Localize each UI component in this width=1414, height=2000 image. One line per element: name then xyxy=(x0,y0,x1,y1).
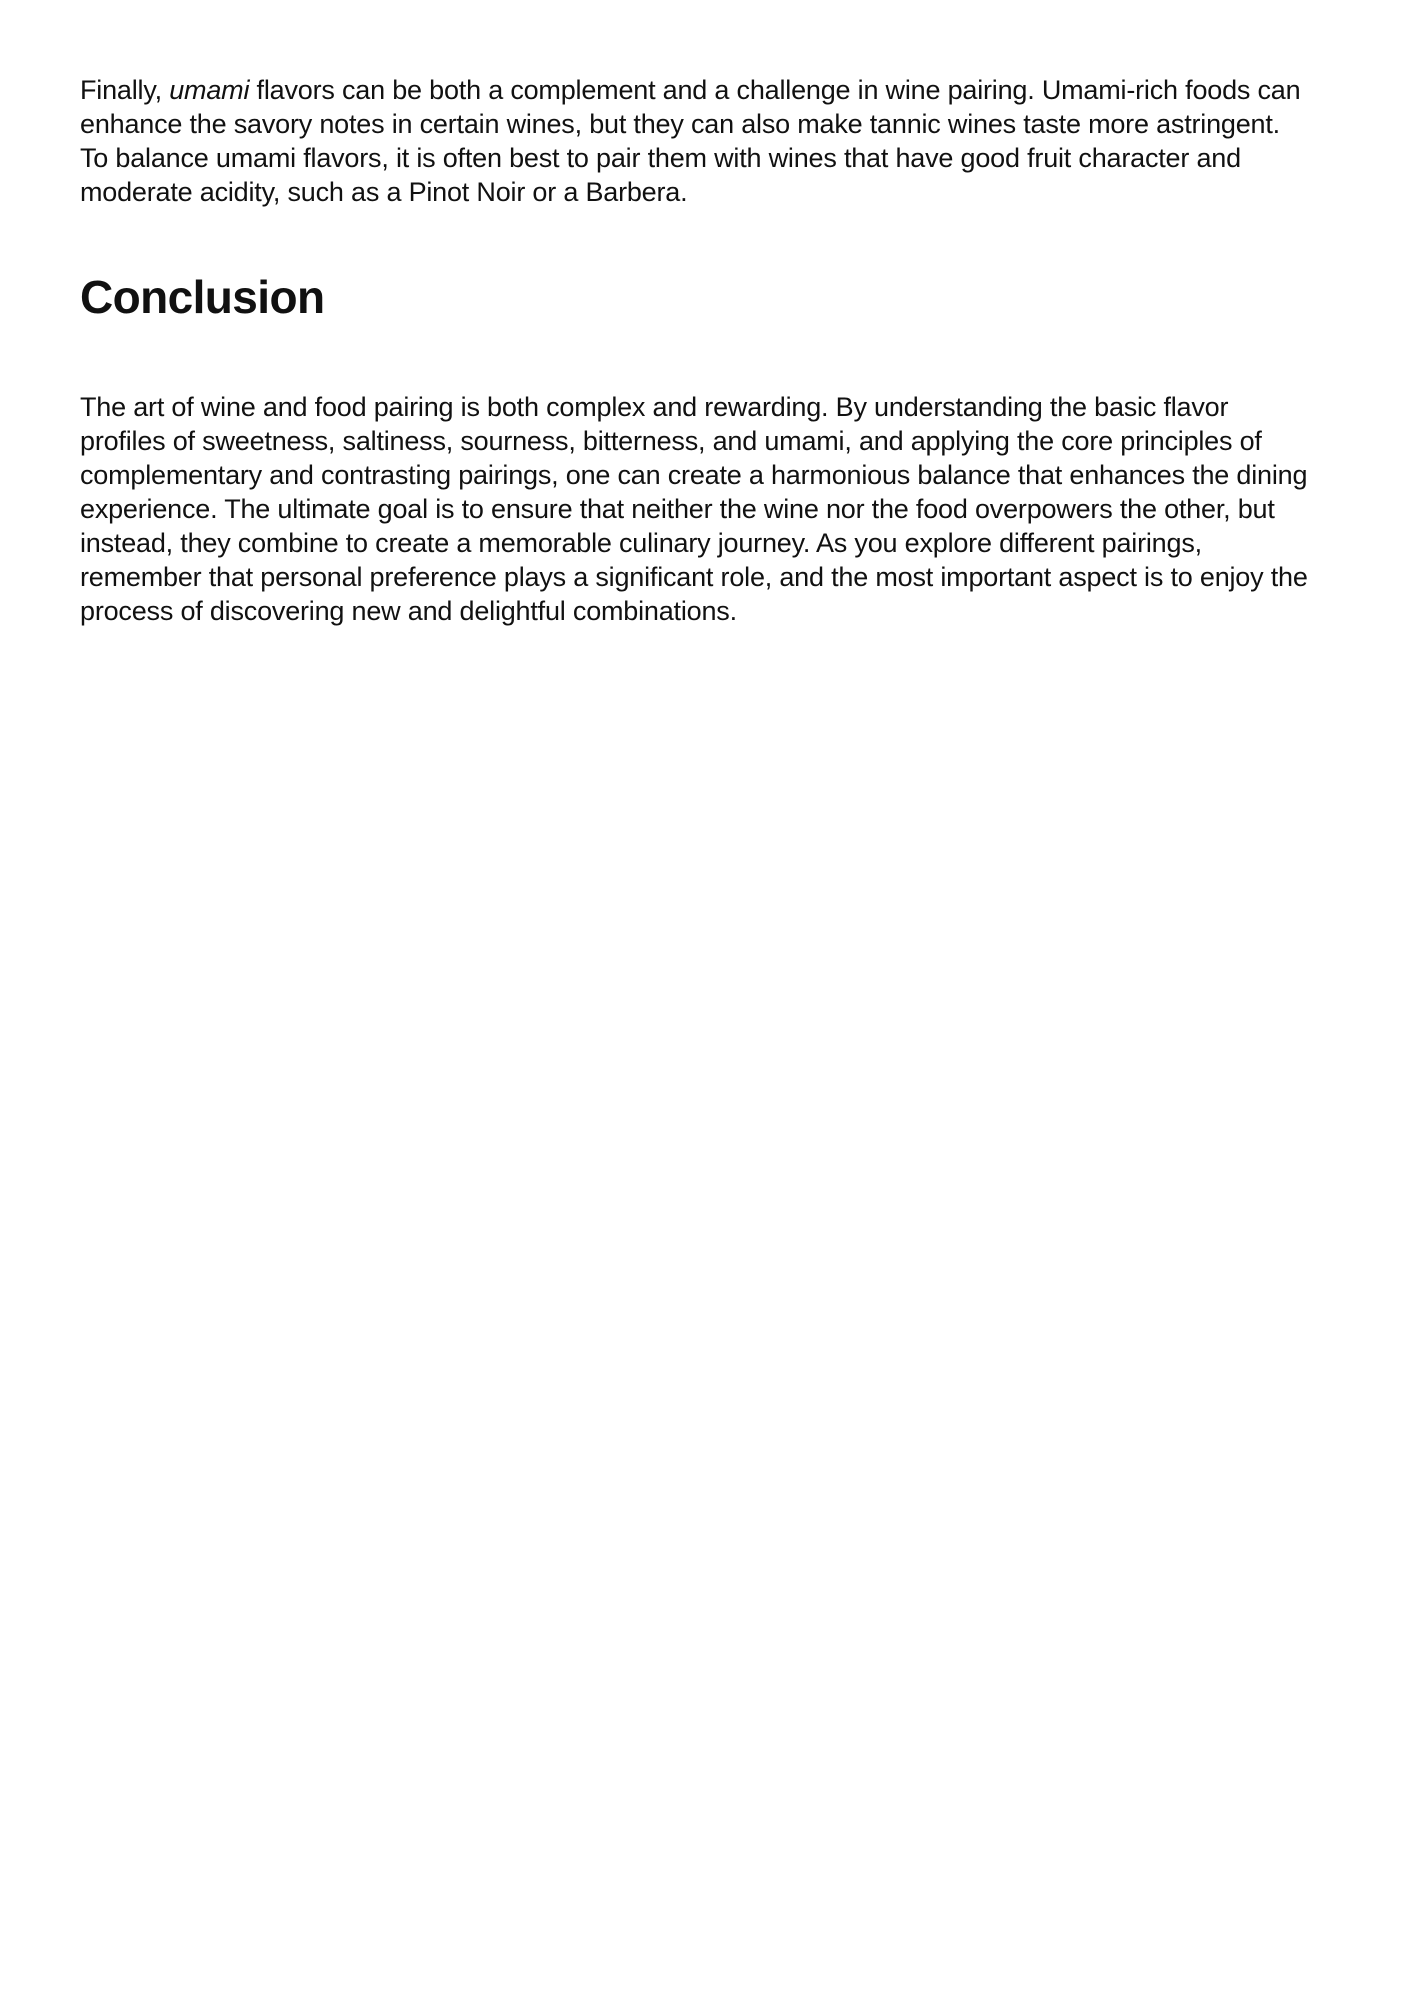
paragraph-umami-pairing xyxy=(80,73,1308,209)
conclusion-heading: Conclusion xyxy=(80,271,325,323)
umami-italic-term: umami xyxy=(169,75,250,105)
paragraph-umami-rest: flavors can be both a complement and a challenge in wine pairing. Umami-rich foods can enhance the savory notes in certain wines, but they can also make tannic wines taste more astringent. To balance umami flavors, it is often best to pair them with wines that have good fruit character and moderate acidity, such as a Pinot Noir or a Barbera. xyxy=(80,75,1301,207)
paragraph-umami-lead: Finally, xyxy=(80,75,170,105)
paragraph-conclusion: The art of wine and food pairing is both complex and rewarding. By understanding the basic flavor profiles of sweetness, saltiness, sourness, bitterness, and umami, and applying the core principles of complementary and contrasting pairings, one can create a harmonious balance that enhances the dining experience. The ultimate goal is to ensure that neither the wine nor the food overpowers the other, but instead, they combine to create a memorable culinary journey. As you explore different pairings, remember that personal preference plays a significant role, and the most important aspect is to enjoy the process of discovering new and delightful combinations. xyxy=(80,392,1308,626)
document-content xyxy=(0,0,1308,628)
